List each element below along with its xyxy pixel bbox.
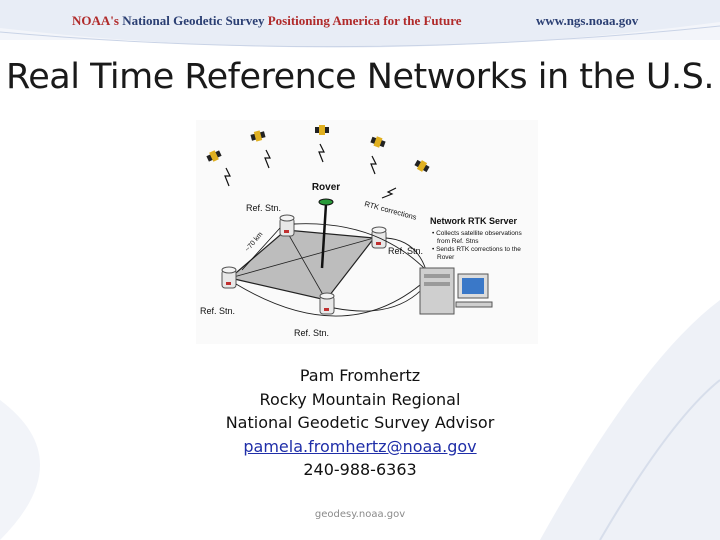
contact-block xyxy=(0,364,720,482)
ref-stn-label: Ref. Stn. xyxy=(388,246,424,256)
header-tagline: Positioning America for the Future xyxy=(267,13,462,28)
rover-antenna-icon xyxy=(319,199,333,205)
rtk-network-diagram xyxy=(196,120,538,344)
server-bullet-2: • Sends RTK corrections to the xyxy=(432,246,521,253)
reference-station-icon xyxy=(222,267,236,288)
server-computer-icon xyxy=(420,268,454,314)
slide-title: Real Time Reference Networks in the U.S. xyxy=(6,57,714,97)
monitor-icon xyxy=(456,274,492,307)
footer-url: geodesy.noaa.gov xyxy=(314,509,406,520)
header-website: www.ngs.noaa.gov xyxy=(536,13,639,28)
rtk-diagram-svg xyxy=(196,120,538,344)
satellite-icon xyxy=(206,149,223,164)
header-org-red: NOAA's xyxy=(72,13,119,28)
rover-label: Rover xyxy=(311,182,341,193)
satellite-icon xyxy=(370,135,387,149)
reference-station-icon xyxy=(320,293,334,314)
server-bullet-1-cont: from Ref. Stns xyxy=(437,238,479,245)
signal-icon xyxy=(225,144,396,198)
ref-stn-label: Ref. Stn. xyxy=(246,203,282,213)
server-bullet-1: • Collects satellite observations xyxy=(432,230,522,237)
satellite-icon xyxy=(315,125,329,135)
header-org xyxy=(72,13,462,29)
reference-station-icon xyxy=(280,215,294,236)
ref-stn-label: Ref. Stn. xyxy=(294,328,330,338)
satellite-icon xyxy=(250,129,266,142)
server-bullet-2-cont: Rover xyxy=(437,254,455,261)
rtk-corrections-label: RTK corrections xyxy=(363,199,418,222)
satellite-icon xyxy=(413,158,430,174)
contact-region: Rocky Mountain Regional xyxy=(259,389,461,409)
ref-stn-label: Ref. Stn. xyxy=(200,306,236,316)
contact-role: National Geodetic Survey Advisor xyxy=(225,413,495,432)
distance-label: ~70 km xyxy=(244,231,265,254)
contact-email-link[interactable]: pamela.fromhertz@noaa.gov xyxy=(243,436,477,456)
header-org-name: National Geodetic Survey xyxy=(122,13,265,28)
contact-phone: 240-988-6363 xyxy=(303,460,417,479)
contact-name: Pam Fromhertz xyxy=(299,366,421,385)
server-title: Network RTK Server xyxy=(430,216,518,226)
